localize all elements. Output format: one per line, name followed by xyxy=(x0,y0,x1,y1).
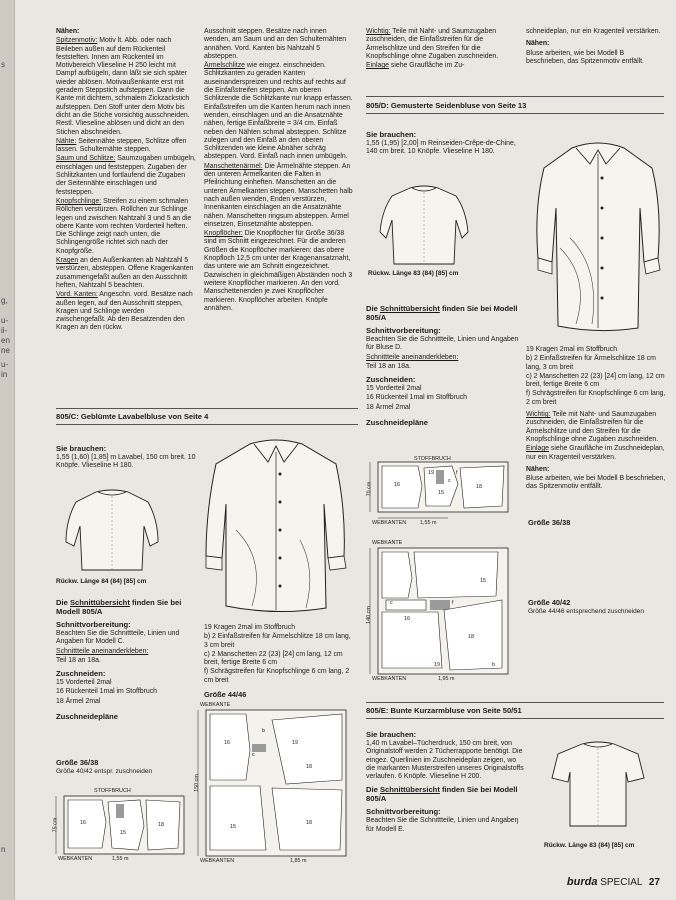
cut-item: 18 Ärmel 2mal xyxy=(56,697,101,705)
paragraph: Nähte: Seitennähte steppen, Schlitze offen lassen. Schulternähte steppen. xyxy=(56,137,187,154)
page-number: 27 xyxy=(648,877,660,888)
prep-title: Schnittvorbereitung: xyxy=(366,807,441,817)
section-title: Nähen: xyxy=(56,28,80,35)
paragraph: Einlage siehe Grauflâche im Zu- xyxy=(366,62,465,70)
plan-label: 150 cm xyxy=(193,774,200,792)
brand-sub: SPECIAL xyxy=(600,877,643,888)
edge-letter: n xyxy=(1,845,6,854)
overview-note: Die Schnittübersicht finden Sie bei Modell 805/A xyxy=(366,304,518,322)
plan-label: 70 cm xyxy=(366,481,373,497)
plan-label: 19 xyxy=(292,740,298,746)
plans-title: Zuschneidepläne xyxy=(366,418,429,428)
materials-title: Sie brauchen: xyxy=(366,130,417,139)
plan-label: 16 xyxy=(224,740,230,746)
section-d-cut-list xyxy=(526,346,666,493)
plan-label: f xyxy=(456,470,458,476)
plan-label: 1,55 m xyxy=(112,856,129,862)
plan-label: c xyxy=(448,478,451,484)
plan-label: 19 xyxy=(434,662,440,668)
cut-list-item: c) 2 Manschetten 22 (23) [24] cm lang, 12 cm breit, fertige Breite 6 cm xyxy=(526,372,665,389)
plan-label: 15 xyxy=(230,824,236,830)
size-label: Größe 36/38 xyxy=(528,518,571,527)
previous-page-edge xyxy=(0,0,15,900)
cut-item: 16 Rückenteil 1mal im Stoffbruch xyxy=(366,394,467,402)
section-c-header: 805/C: Geblümte Lavabelbluse von Seite 4 xyxy=(56,412,209,421)
blouse-e-back-sketch xyxy=(548,738,648,834)
edge-letter: g, xyxy=(1,296,8,305)
paragraph: Vord. Kanten: Angeschn. vord. Besätze nach außen legen, auf den Ausschnitt steppen, Kragen und Schlinge werden zwischengefaßt. Ab den Besatzenden den Kragen an den rückw. xyxy=(56,291,193,332)
plan-label: 1,85 m xyxy=(290,858,307,864)
plan-label: c xyxy=(252,752,255,758)
divider xyxy=(366,113,664,114)
plan-label: 16 xyxy=(80,820,86,826)
paragraph: Manschettenärmel: Die Ärmelnähte steppen. An den unteren Ärmelkanten die Falten in Pfeilrichtung einheften. Manschetten an die unteren Ärmelkanten steppen. Manschetten halb nach außen wenden, Enden verstürzen, Innenkanten einschlagen an die Ansatznähte nähen. Manschetten ringsum absteppen. Ärmel einsetzen, Einsetznähte absteppen. xyxy=(204,162,353,228)
plan-label: 16 xyxy=(404,616,410,622)
plan-label: 16 xyxy=(394,482,400,488)
plan-label: 18 xyxy=(306,820,312,826)
column-2-text xyxy=(204,28,354,314)
plan-label: STOFFBRUCH xyxy=(94,788,131,794)
edge-letter: en xyxy=(1,336,10,345)
brand-logo: burda xyxy=(566,876,598,888)
cut-list-item: c) 2 Manschetten 22 (23) [24] cm lang, 12 cm breit, fertige Breite 6 cm xyxy=(204,650,343,667)
section-title: Nähen: xyxy=(526,465,550,473)
plan-label: WEBKANTEN xyxy=(200,858,235,864)
divider xyxy=(366,96,664,97)
prep-glue: Schnittteile aneinanderkleben: xyxy=(366,353,459,361)
size-label: Größe 36/38 xyxy=(56,758,99,767)
plan-label: 19 xyxy=(428,470,434,476)
cutting-plan-c-44 xyxy=(193,700,356,868)
cut-list-item: 19 Kragen 2mal im Stoffbruch xyxy=(204,624,296,631)
blouse-c-back-sketch xyxy=(62,486,162,576)
cutting-plan-d-36 xyxy=(368,456,518,526)
plan-label: 18 xyxy=(476,484,482,490)
paragraph: Wichtig: Teile mit Naht- und Saumzugaben zuschneiden, die Einfaßstreifen für die Ärmelschlitze und den Streifen für die Knopfschlinge ohne Zugaben zuschneiden. xyxy=(366,28,499,60)
paragraph: Ausschnitt steppen. Besätze nach innen wenden, am Saum und an den Schulternähten annähen. Vord. Kanten bis Nahtzahl 5 absteppen. xyxy=(204,28,347,60)
cutting-plan-d-40 xyxy=(365,538,518,686)
plan-label: b xyxy=(492,662,495,668)
cut-list-item: b) 2 Einfaßstreifen für Ärmelschlitze 18 cm lang, 3 cm breit xyxy=(526,355,656,371)
plan-label: b xyxy=(262,728,265,734)
divider xyxy=(366,702,664,703)
blouse-d-front-figure xyxy=(530,128,666,338)
plan-label: WEBKANTE xyxy=(200,702,231,708)
plan-label: 18 xyxy=(158,822,164,828)
materials-text: 1,40 m Lavabel–Tücherdruck, 150 cm breit, von Originalstoff werden 2 Tücherrapporte benötigt. Die eingez. Querlinien im Zuschneideplan zeigen, wo die markanten Musterstreifen unseres Originalstoffs verlaufen. 6 Knöpfe. Vlieseline H 200. xyxy=(366,740,524,781)
plan-label: 18 xyxy=(468,634,474,640)
plan-label: WEBKANTEN xyxy=(58,856,93,862)
cut-list-item: b) 2 Einfaßstreifen für Ärmelschlitze 18 cm lang, 3 cm breit xyxy=(204,633,351,649)
plan-label: 1,95 m xyxy=(438,676,455,682)
prep-parts: Teil 18 an 18a. xyxy=(366,362,411,370)
overview-note: Die Schnittübersicht finden Sie bei Modell 805/A xyxy=(56,598,182,616)
blouse-d-length: Rückw. Länge 83 (84) [85] cm xyxy=(368,270,459,277)
edge-letter: u- xyxy=(1,360,9,369)
section-e-header: 805/E: Bunte Kurzarmbluse von Seite 50/51 xyxy=(366,706,522,715)
plan-label: WEBKANTE xyxy=(372,540,403,546)
size-label: Größe 40/42 xyxy=(528,598,571,607)
paragraph: schneideplan, nur ein Kragenteil verstärken. xyxy=(526,28,661,35)
section-d-header: 805/D: Gemusterte Seidenbluse von Seite 13 xyxy=(366,101,527,110)
edge-letter: u- xyxy=(1,316,9,325)
prep-glue: Schnittteile aneinanderkleben: xyxy=(56,647,149,655)
plan-label: 18 xyxy=(306,764,312,770)
plan-label: STOFFBRUCH xyxy=(414,456,451,462)
paragraph: Knopfschlinge: Streifen zu einem schmalen Röllchen verstürzen. Röllchen zur Schlinge legen und zwischen Nahtzahl 3 und 5 an die obere Kante vom rechten Vorderteil heften. Die Schlinge zeigt nach unten, die Schlingengröße richtet sich nach der Knopfgröße. xyxy=(56,197,192,255)
blouse-c-front-figure xyxy=(196,430,356,620)
column-1-text xyxy=(56,28,196,334)
edge-letter: ne xyxy=(1,346,10,355)
materials-text: 1,55 (1,95) [2,00] m Reinseiden-Crêpe-de-Chine, 140 cm breit. 10 Knöpfe. Vlieseline H 180. xyxy=(366,140,516,156)
cutting-plan-c-36 xyxy=(54,786,194,866)
column-3-top-text xyxy=(366,28,516,71)
plans-title: Zuschneidepläne xyxy=(56,712,119,722)
plan-label: 15 xyxy=(120,830,126,836)
plan-label: 1,55 m xyxy=(420,520,437,526)
plan-label: WEBKANTEN xyxy=(372,520,407,526)
prep-text: Beachten Sie die Schnittteile, Linien und Angaben für Bluse D. xyxy=(366,336,519,352)
cut-item: 15 Vorderteil 2mal xyxy=(56,679,112,687)
cut-item: 18 Ärmel 2mal xyxy=(366,403,411,411)
cut-list-item: f) Schrägstreifen für Knopfschlinge 6 cm lang, 2 cm breit xyxy=(526,390,666,406)
paragraph: Bluse arbeiten, wie bei Modell B beschrieben, das Spitzenmotiv entfällt. xyxy=(526,49,644,65)
plan-label: c xyxy=(390,600,393,606)
blouse-e-length: Rückw. Länge 83 (84) [85] cm xyxy=(544,842,635,849)
divider xyxy=(56,408,358,409)
prep-title: Schnittvorbereitung: xyxy=(56,620,131,629)
section-c-instructions xyxy=(56,598,196,722)
paragraph: Ärmelschlitze wie eingez. einschneiden. Schlitzkanten zu geraden Kanten auseinanderspreizen und rechts auf rechts auf die Einfaßstreifen steppen. Am oberen Schlitzende die Schlitzkante nur knapp erfassen. Einfaßstreifen um die Kanten herum nach innen wenden, einschlagen und an die Ansatznähte nähen, fertige Einfaßbreite = 3/4 cm. Einfaß neben den Nähten schmal absteppen. Schlitze zulegen und den Einfaß an den oberen Schlitzenden wie kleine Abnäher schräg absteppen. Vord. Einfaß nach innen umbügeln. xyxy=(204,62,353,161)
page-footer xyxy=(567,876,660,888)
plan-label: 15 xyxy=(438,490,444,496)
plan-label: f xyxy=(452,600,454,606)
materials-title: Sie brauchen: xyxy=(56,444,107,453)
size-label: Größe 44/46 xyxy=(204,690,247,699)
prep-text: Beachten Sie die Schnittteile, Linien und Angabeŋ für Modell E. xyxy=(366,817,519,833)
cut-list-item: 19 Kragen 2mal im Stoffbruch xyxy=(526,346,618,353)
paragraph: Saum und Schlitze: Saumzugaben umbügeln, einschlagen und feststeppen. Zugaben der Schlitzkanten und fortlaufend die Zugaben der Seitennähte einschlagen und feststeppen. xyxy=(56,155,196,196)
section-d-materials xyxy=(366,130,516,158)
column-4-top-text xyxy=(526,28,664,67)
prep-text: Beachten Sie die Schnittteile, Linien und Angaben für Modell C. xyxy=(56,630,180,646)
plan-label: 15 xyxy=(480,578,486,584)
prep-title: Schnittvorbereitung: xyxy=(366,326,441,335)
paragraph: Bluse arbeiten, wie bei Modell B beschrieben, das Spitzenmotiv entfällt. xyxy=(526,475,666,491)
materials-title: Sie brauchen: xyxy=(366,730,417,739)
plan-label: 75 cm xyxy=(52,817,59,833)
size-note: Größe 44/46 entsprechend zuschneiden xyxy=(528,608,644,615)
section-e-text xyxy=(366,730,526,835)
blouse-d-back-sketch xyxy=(376,180,472,270)
cut-item: 16 Rückenteil 1mal im Stoffbruch xyxy=(56,688,157,696)
edge-letter: s xyxy=(1,60,5,69)
section-title: Nähen: xyxy=(526,40,550,48)
plan-label: 140 cm xyxy=(365,606,372,624)
size-note: Größe 40/42 entspr. zuschneiden xyxy=(56,768,153,775)
cut-title: Zuschneiden: xyxy=(366,375,416,385)
materials-text: 1,55 (1,60) [1,85] m Lavabel, 150 cm breit. 10 Knöpfe. Vlieseline H 180. xyxy=(56,454,196,470)
section-c-materials xyxy=(56,444,196,472)
paragraph: Einlage siehe Grauflâche im Zuschneideplan, nur ein Kragenteil verstärken. xyxy=(526,445,665,461)
blouse-c-length: Rückw. Länge 84 (84) [85] cm xyxy=(56,578,147,585)
paragraph: Wichtig: Teile mit Naht- und Saumzugaben zuschneiden, die Einfaßstreifen für die Ärmelschlitze und den Streifen für die Knopfschlinge ohne Zugaben zuschneiden. xyxy=(526,411,659,443)
plan-label: WEBKANTEN xyxy=(372,676,407,682)
cut-list-item: f) Schrägstreifen für Knopfschlinge 6 cm lang, 2 cm breit xyxy=(204,668,350,684)
edge-letter: ii- xyxy=(1,326,8,335)
paragraph: Knopflöcher: Die Knopflöcher für Größe 36/38 sind im Schnitt eingezeichnet. Für die anderen Größen die Knopflöcher markieren: das obere Knopfloch 12,5 cm unter der Kragenansatznaht, das untere wie am Schnitt eingezeichnet. Dazwischen in gleichmäßigen Abständen noch 3 weitere Knopflöcher markieren. An den vord. Manschettenenden je zwei Knopflöcher markieren. Knopflöcher arbeiten. Knöpfe annähen. xyxy=(204,230,353,312)
cut-item: 15 Vorderteil 2mal xyxy=(366,385,422,393)
cut-title: Zuschneiden: xyxy=(56,669,106,679)
edge-letter: in xyxy=(1,370,8,379)
prep-parts: Teil 18 an 18a. xyxy=(56,656,101,664)
divider xyxy=(366,718,664,719)
paragraph: Kragen an den Außenkanten ab Nahtzahl 5 verstürzen, absteppen. Offene Kragenkanten zusammengefaßt außen an den Ausschnitt heften, Nahtzahl 5 beachten. xyxy=(56,257,194,289)
section-c-cut-list xyxy=(204,624,354,686)
section-d-instructions xyxy=(366,304,526,428)
paragraph: Spitzenmotiv: Motiv lt. Abb. oder nach Beileben außen auf dem Rückenteil feststeften. Innen am Rückenteil im Motivbereich Vlieseline H 250 leicht mit Dampf aufbügeln, dann läßt sie sich später wieder ablösen. Motivaußenkante erst mit geradem Steppstich aufsteppen. Dann die Kante mit dichtem, schmalem Zickzackstich aufsteppen. Den Stoff unter dem Motiv bis dicht an die Stiche vorsichtig ausschneiden. Restl. Vlieseline ablösen und dicht an den Stichen abschneiden. xyxy=(56,37,190,136)
overview-note: Die Schnittübersicht finden Sie bei Modell 805/A xyxy=(366,785,518,804)
divider xyxy=(56,424,358,425)
